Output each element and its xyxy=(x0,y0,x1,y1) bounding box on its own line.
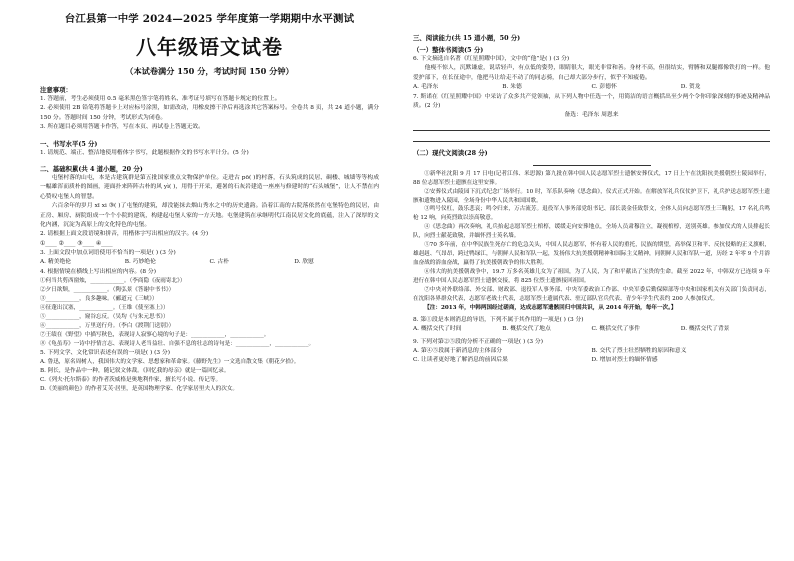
section-3-heading: 三、阅读能力(共 15 道小题，50 分) xyxy=(413,34,521,42)
grade-title: 八年级语文试卷 xyxy=(136,35,283,59)
question-3: 3. 上面文段中加点词语使用不恰当的一项是( ) (3 分) xyxy=(40,250,176,257)
question-8-options xyxy=(413,325,770,334)
option-d[interactable]: D. 增加对烈士的缅怀情感 xyxy=(591,357,658,364)
option-a[interactable]: A. 概括交代了时间 xyxy=(413,326,462,333)
question-5-option-b[interactable]: B. 阿长，是作品中一种，随记叙文体裁。《回忆我的母亲》就是一篇回忆录。 xyxy=(40,368,230,375)
question-4-line-8[interactable]: ⑧《龟虽寿》一诗中抒情言志、表现诗人老当益壮、自强不息的壮志的诗句是：____________，____________。 xyxy=(40,340,315,347)
option-c[interactable]: C. 概括交代了事件 xyxy=(591,326,640,333)
question-9: 9. 下列对第②⑤段的分析不正确的一项是( ) (3 分) xyxy=(413,338,543,345)
question-5-option-d[interactable]: D.《美丽的颜色》的作者艾芙·居里，是英国物理学家、化学家居里夫人的次女。 xyxy=(40,385,239,392)
section-2-heading: 二、基础积累(共 4 道小题，20 分) xyxy=(40,164,143,173)
question-7: 7. 斯诺在《红星照耀中国》中采访了众多共产党领袖，从下列人物中任选一个，用简洁的语言概括出至少两个令你印象深刻的事迹及精神品质。(2 分) xyxy=(413,93,770,109)
option-b[interactable]: B. 概括交代了地点 xyxy=(502,326,551,333)
question-7-choices: 备选：毛泽东 周恩来 xyxy=(564,112,619,119)
question-4-line-1[interactable]: ①何当共剪西窗烛，____________。（李商隐《夜雨寄北》） xyxy=(40,278,186,285)
question-4-line-5[interactable]: ⑤____________，窥谷忘反。（吴均《与朱元思书》） xyxy=(40,314,169,320)
option-a[interactable]: A. 精美绝伦 xyxy=(40,259,72,266)
option-c[interactable]: C. 古朴 xyxy=(209,259,230,266)
question-4-line-3[interactable]: ③____________，良多趣味。（郦道元《三峡》） xyxy=(40,296,158,303)
question-4-line-7[interactable]: ⑦王绩在《野望》中描写秋色，表现诗人寂寥心境的句子是：____________，____________。 xyxy=(40,331,270,338)
passage-paragraph-1: 屯堡村落的山屯，本是古建筑群是第五批国家重点文物保护单位。走进古 pō( )的村落，石头筑成的民居、碉楼、城墙等等构成一幅雄浑而质朴的图画，迎面扑来阵阵古朴的风 yì( )，用得于开采，避暑的石灰岩建造一座座与修建时的“石头城堡”，让人不禁在内心赞叹屯堡人的智慧。 xyxy=(40,174,379,200)
option-d[interactable]: D. 贺龙 xyxy=(680,84,701,91)
option-b[interactable]: B. 巧妙绝伦 xyxy=(124,259,156,266)
article-paragraph-7: ⑦中央对外联络部、外交部、财政部、退役军人事务部、中央军委政治工作部、中央军委后勤保障部等中央和国家机关有关部门负责同志，在沈阳各界群众代表，志愿军老战士代表，志愿军烈士遗属代表、驻辽部队官兵代表、青少年学生代表约 200 人参加仪式。 xyxy=(413,286,770,302)
question-5: 5. 下列文学、文化常识表述有误的一项是( ) (3 分) xyxy=(40,349,170,356)
question-4-line-6[interactable]: ⑥____________，万里送行舟。（李白《渡荆门送别》） xyxy=(40,322,175,329)
school-title: 台江县第一中学 2024—2025 学年度第一学期期中水平测试 xyxy=(64,13,355,25)
question-4-line-4[interactable]: ④征蓬出汉塞，____________。（王维《使至塞上》） xyxy=(40,305,169,312)
option-b[interactable]: B. 交代了烈士壮烈牺牲的原因和意义 xyxy=(591,347,687,354)
question-6: 6. 下文摘选自名著《红星照耀中国》，文中的“他”是( ) (3 分) xyxy=(413,56,570,62)
question-3-options xyxy=(40,258,379,267)
article-paragraph-5: ⑤70 多年前，在中华民族生死存亡的危急关头，中国人民志愿军，怀有着人民的重托，民族的期望，高举保卫和平、反抗侵略的正义旗帜，雄赳赳、气昂昂，跨过鸭绿江，与朝鲜人民和军队一起，发扬伟大抗美援朝精神和国际主义精神，同朝鲜人民和军队一道，历经 2 年零 9 个月浴血奋战的浴血奋战，赢得了抗美援朝战争的伟大胜利。 xyxy=(413,242,770,267)
question-5-option-c[interactable]: C.《列夫·托尔斯泰》的作者茨威格是奥地利作家，擅长写小说、传记等。 xyxy=(40,377,222,384)
answer-line[interactable] xyxy=(413,134,770,142)
notice-item-2: 2. 必须使用 2B 铅笔将答题卡上对应标号涂黑，如需改动，用橡皮擦干净后再选涂其它答案标号。全卷共 8 页，共 24 道小题，满分 150 分。答题时间 150 分钟，考试形式为闭卷。 xyxy=(40,105,379,121)
article-paragraph-6: ⑥伟大的抗美援朝战争中，19.7 万多名英雄儿女为了祖国，为了人民，为了和平献出了宝贵的生命。截至 2022 年，中韩双方已连续 9 年进行在韩中国人民志愿军烈士遗骸交接，将 825 位烈士遗骸接回祖国。 xyxy=(413,269,770,284)
question-9-options-row-1 xyxy=(413,347,770,356)
section-1-heading: 一、书写水平(5 分) xyxy=(40,139,98,148)
notice-heading: 注意事项： xyxy=(40,86,72,94)
score-info: （本试卷满分 150 分，考试时间 150 分钟） xyxy=(125,66,294,76)
question-2: 2. 请根据上面文段语境和拼音，用楷体字写出相应的汉字。(4 分) xyxy=(40,231,209,238)
option-c[interactable]: C. 彭德怀 xyxy=(591,84,617,91)
question-9-options-row-2 xyxy=(413,356,770,365)
subsection-1-heading: （一）整体书阅读(5 分) xyxy=(413,46,484,54)
option-c[interactable]: C. 让读者更好地了解消息的前因后果 xyxy=(413,357,508,364)
question-1: 1. 请规范、端正、整洁地使用楷体字书写，此题根据作文的书写水平计分。(5 分) xyxy=(40,149,249,156)
question-8: 8. 第①段是本则消息的导语，下列不属于其作用的一项是( ) (3 分) xyxy=(413,316,584,323)
passage-paragraph-2: 六百余年的岁月 xī xi ③( )了屯堡的建筑，却没能抹去烟山秀水之中的历史遗韵。沿着江南的古院落依然在屯堡特色的民居，由正房、厢房、厨院组成一个个小院的建筑，构建起屯堡人家的一方天地。屯堡建筑在承继明代江南民居文化的底蕴，注入了深厚的文化内涵，沉淀为高原上的文化特色的屯堡。 xyxy=(40,203,379,228)
article-paragraph-2: ②安葬仪式由陵园下沉式纪念广场举行。10 时，军乐队奏响《思念曲》，仪式正式开始。在解放军礼兵仪仗护卫下，礼兵护送志愿军烈士遗骸和遗物进入陵园，全场身份中华人民共和国国歌。 xyxy=(413,188,770,204)
option-a[interactable]: A. 毛泽东 xyxy=(413,84,439,91)
notice-item-1: 1. 答题前，考生必须使用 0.5 毫米黑色签字笔将姓名、准考证号填写在答题卡规定的位置上。 xyxy=(40,96,281,102)
article-paragraph-3: ③鸣号仪杠，鼓乐悲哀；鸣令归来，万古流芳。退役军人事务部党组书记、部长裴金佳致祭文，全体人员向志愿军烈士三鞠躬，17 名礼兵鸣枪 12 响，向英烈致以崇高敬意。 xyxy=(413,206,770,222)
option-b[interactable]: B. 朱德 xyxy=(502,84,522,91)
right-column xyxy=(397,0,794,561)
notice-item-3: 3. 所在题目必须用答题卡作答，写在本页、再试卷上答题无效。 xyxy=(40,124,204,131)
subsection-2-heading: （二）现代文阅读(28 分) xyxy=(413,148,488,157)
article-title-blank[interactable] xyxy=(413,159,770,168)
article-paragraph-4: ④《思念曲》再次奏响，礼兵抬起志愿军烈士棺椁，缓缓走向安葬地点，全场人员肃穆注立，凝视棺椁，送别英雄。参加仪式的人员排起长队，向烈士献花致敬，并缅怀烈士英名墙。 xyxy=(413,224,770,240)
article-note: 【注：2013 年，中韩两国经过磋商，达成志愿军遗骸回归中国共识，从 2014 年开始，每年一次。】 xyxy=(424,304,677,311)
question-2-blanks[interactable]: ①____ ②____ ③____ ④____ xyxy=(40,240,113,247)
option-d[interactable]: D. 概括交代了背景 xyxy=(680,326,730,333)
answer-line[interactable] xyxy=(413,123,770,131)
option-d[interactable]: D. 欣慰 xyxy=(294,259,314,266)
question-5-option-a[interactable]: A. 鲁迅，原名周树人，我国伟大的文学家、思想家和革命家。《藤野先生》一文选自散文集《朝花夕拾》。 xyxy=(40,359,300,366)
question-6-passage: 他瘦不惊人，沉默谦虚，说话轻声，有点低的姿势，眼睛很大，眼光非常和善。身材不高，但很结实，臂膊和双腿都像铁打的一样。他爱护部下，在长征途中，他把马让给走不动了的同志骑，自己却大部分步行，似乎不知疲倦。 xyxy=(413,65,770,81)
question-4: 4. 根据情境在横线上写出相应的内容。(8 分) xyxy=(40,268,156,275)
question-4-line-2[interactable]: ②夕日欲颓，____________。（陶弘景《答谢中书书》） xyxy=(40,287,175,294)
option-a[interactable]: A. 第④⑤段属于新消息的主体部分 xyxy=(413,347,503,354)
article-paragraph-1: ①新华社沈阳 9 月 17 日电(记者江伟、米思源) 第九批在韩中国人民志愿军烈士遗骸安葬仪式，17 日上午在沈阳抗美援朝烈士陵园举行，88 位志愿军烈士遗骸在这里安葬。 xyxy=(413,170,770,186)
question-6-options xyxy=(413,83,770,92)
